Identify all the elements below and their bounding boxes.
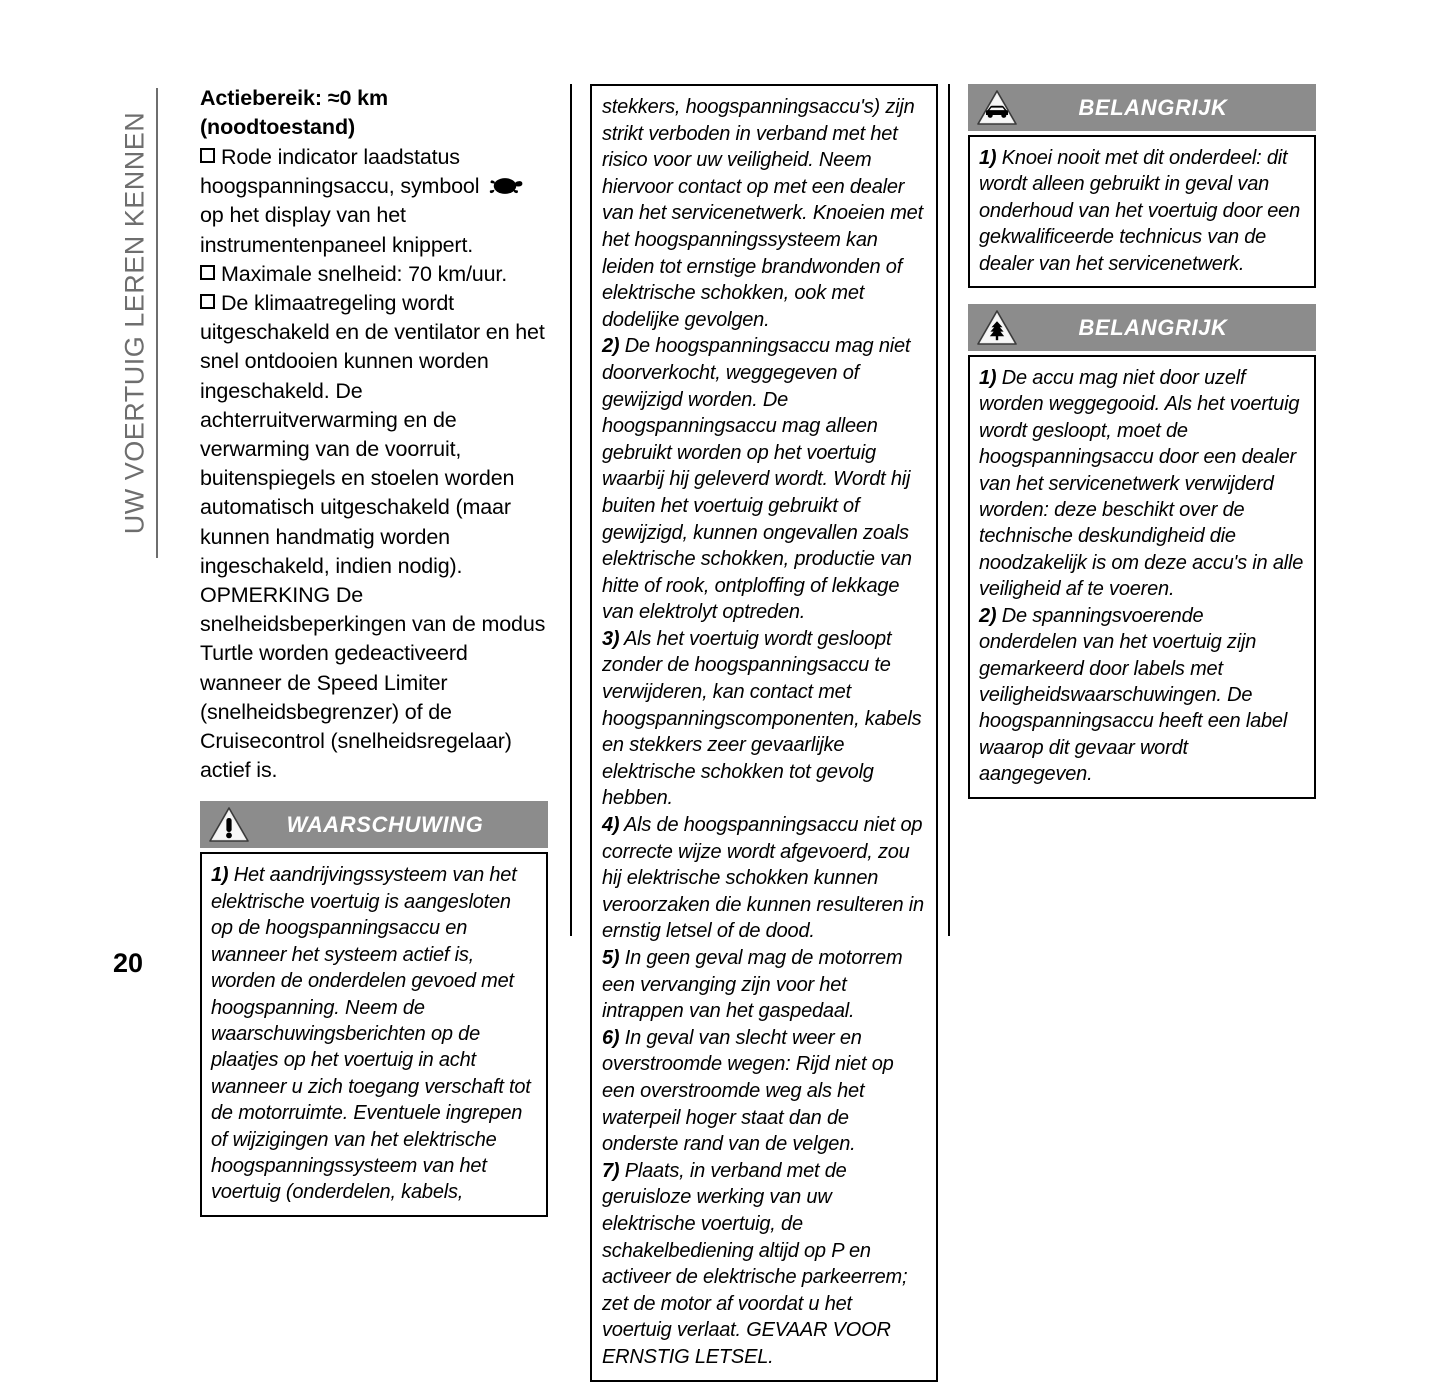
callout-item-text: Plaats, in verband met de geruisloze werking van uw elektrische voertuig, de schakelbediening altijd op P en activeer de elektrische parkeerrem; zet de motor af voordat u het voertuig verlaat. GEVAAR VOOR ERNSTIG LETSEL.	[602, 1159, 908, 1368]
callout-item-number: 1)	[211, 864, 229, 887]
column-divider-2	[948, 84, 950, 936]
callout-header	[968, 84, 1316, 131]
callout-item-number: 6)	[602, 1026, 620, 1049]
callout-item	[602, 626, 926, 812]
callout-item-text: Het aandrijvingssysteem van het elektrische voertuig is aangesloten op de hoogspanningsaccu en wanneer het systeem actief is, worden de onderdelen gevoed met hoogspanning. Neem de waarschuwingsberichten op de plaatjes op het voertuig in acht wanneer u zich toegang verschaft tot de motorruimte. Eventuele ingrepen of wijzigingen van het elektrische hoogspanningssysteem van het voertuig (onderdelen, kabels,	[211, 864, 531, 1204]
callout-item-number: 7)	[602, 1159, 620, 1182]
square-bullet-icon	[200, 294, 215, 309]
callout-item-number: 5)	[602, 947, 620, 969]
callout-title: BELANGRIJK	[1078, 94, 1228, 120]
callout-item	[979, 603, 1305, 788]
callout-item-text: In geen geval mag de motorrem een vervanging zijn voor het intrappen van het gaspedaal.	[602, 947, 903, 1023]
callout-item-text: De hoogspanningsaccu mag niet doorverkocht, weggegeven of gewijzigd worden. De hoogspanningsaccu mag alleen gebruikt worden op het voertuig waarbij hij geleverd wordt. Wordt hij buiten het voertuig gebruikt of gewijzigd, kunnen ongevallen zoals elektrische schokken, productie van hitte of rook, ontploffing of lekkage van elektrolyt optreden.	[602, 335, 912, 624]
callout-item	[211, 862, 537, 1205]
callout-item-number: 4)	[602, 814, 620, 837]
callout-body	[968, 355, 1316, 799]
callout-body	[968, 135, 1316, 288]
bullet-item	[200, 260, 548, 289]
callout-item-text: In geval van slecht weer en overstroomde wegen: Rijd niet op een overstroomde weg als het waterpeil hoger staat dan de onderste rand van de velgen.	[602, 1026, 894, 1156]
bullet-text: De klimaatregeling wordt uitgeschakeld en de ventilator en het snel ontdooien kunnen worden ingeschakeld. De achterruitverwarming en de verwarming van de voorruit, buitenspiegels en stoelen worden automatisch uitgeschakeld (maar kunnen handmatig worden ingeschakeld, indien nodig).	[200, 291, 545, 578]
callout-item	[602, 945, 926, 1025]
callout-item-text: De spanningsvoerende onderdelen van het voertuig zijn gemarkeerd door labels met veiligheidswaarschuwingen. De hoogspanningsaccu heeft een label waarop dit gevaar wordt aangegeven.	[979, 604, 1288, 786]
warning-triangle-exclamation-icon	[206, 804, 252, 845]
callout-body	[200, 852, 548, 1216]
column-1-heading: Actiebereik: ≈0 km (noodtoestand)	[200, 86, 389, 139]
section-tab	[112, 88, 158, 558]
bullet-item	[200, 289, 548, 581]
column-divider-1	[570, 84, 572, 936]
callout-item	[602, 333, 926, 626]
callout-item	[602, 1025, 926, 1158]
column-1-note: OPMERKING De snelheidsbeperkingen van de modus Turtle worden gedeactiveerd wanneer de Speed Limiter (snelheidsbegrenzer) of de Cruisecontrol (snelheidsregelaar) actief is.	[200, 583, 546, 783]
callout-waarschuwing	[200, 801, 548, 1216]
column-2	[590, 84, 938, 1382]
warning-triangle-tree-icon	[974, 307, 1020, 348]
page-number: 20	[113, 948, 144, 978]
turtle-icon	[487, 176, 523, 196]
callout-item-number: 1)	[979, 367, 997, 390]
callout-header	[200, 801, 548, 848]
callout-item	[602, 812, 926, 945]
warning-continuation-box	[590, 84, 938, 1382]
square-bullet-icon	[200, 265, 215, 280]
callout-item-number: 3)	[602, 627, 620, 650]
callout-item-number: 2)	[602, 335, 620, 358]
callout-item-text: Als de hoogspanningsaccu niet op correcte wijze wordt afgevoerd, zou hij elektrische schokken kunnen veroorzaken die kunnen resulteren in ernstig letsel of de dood.	[602, 814, 924, 943]
callout-item	[979, 145, 1305, 277]
callout-item	[979, 365, 1305, 603]
bullet-text-after: op het display van het instrumentenpaneel knippert.	[200, 203, 474, 257]
bullet-text-before: Rode indicator laadstatus hoogspanningsaccu, symbool	[200, 145, 480, 199]
column-1	[200, 84, 548, 1217]
callout-item-number: 1)	[979, 147, 997, 169]
callout-item-number: 2)	[979, 604, 997, 627]
callout-belangrijk-tree	[968, 304, 1316, 799]
callout-title: BELANGRIJK	[1078, 314, 1228, 340]
section-tab-rule	[156, 88, 158, 558]
callout-item-text: Knoei nooit met dit onderdeel: dit wordt alleen gebruikt in geval van onderhoud van het voertuig door een gekwalificeerde technicus van de dealer van het servicenetwerk.	[979, 147, 1301, 275]
callout-item	[602, 1158, 926, 1371]
bullet-item	[200, 143, 548, 260]
section-tab-label: UW VOERTUIG LEREN KENNEN	[119, 111, 150, 535]
callout-header	[968, 304, 1316, 351]
callout-item-text: Als het voertuig wordt gesloopt zonder de hoogspanningsaccu te verwijderen, kan contact met hoogspanningscomponenten, kabels en stekkers zeer gevaarlijke elektrische schokken tot gevolg hebben.	[602, 627, 922, 810]
continuation-text: stekkers, hoogspanningsaccu's) zijn strikt verboden in verband met het risico voor uw veiligheid. Neem hiervoor contact op met een dealer van het servicenetwerk. Knoeien met het hoogspanningssysteem kan leiden tot ernstige brandwonden of elektrische schokken, ook met dodelijke gevolgen.	[602, 96, 923, 331]
column-3	[968, 84, 1316, 799]
callout-item-text: De accu mag niet door uzelf worden weggegooid. Als het voertuig wordt gesloopt, moet de hoogspanningsaccu door een dealer van het servicenetwerk verwijderd worden: deze beschikt over de technische deskundigheid die noodzakelijk is om deze accu's in alle veiligheid af te voeren.	[979, 367, 1304, 601]
square-bullet-icon	[200, 148, 215, 163]
warning-triangle-car-icon	[974, 87, 1020, 128]
callout-belangrijk-car	[968, 84, 1316, 288]
callout-title: WAARSCHUWING	[286, 811, 484, 837]
bullet-text: Maximale snelheid: 70 km/uur.	[221, 261, 508, 286]
